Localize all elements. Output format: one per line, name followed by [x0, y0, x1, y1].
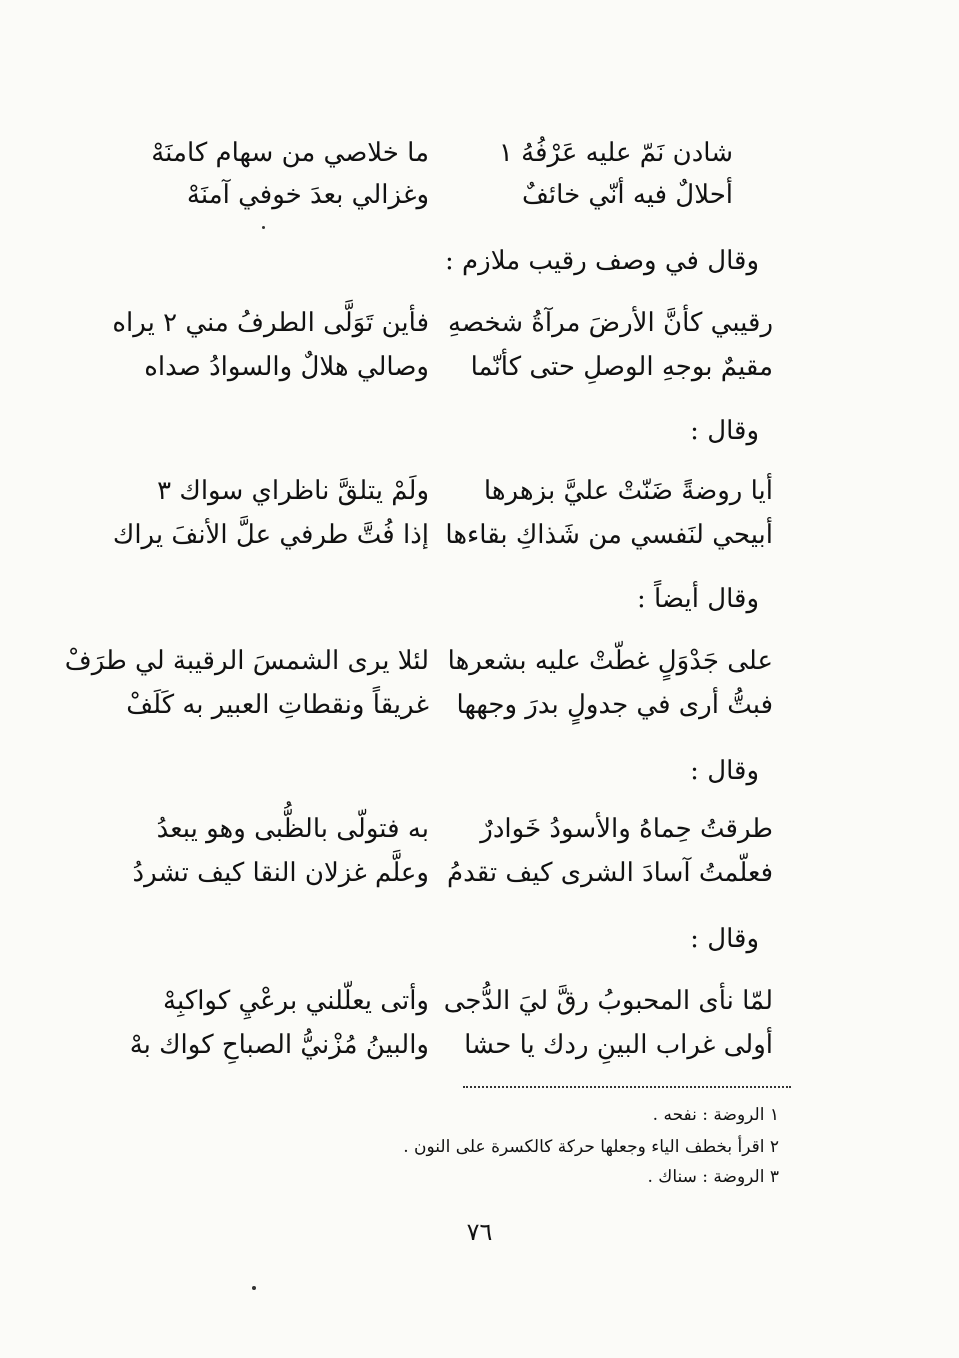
- poem-intro: وقال :: [690, 756, 759, 786]
- second-hemistich: ولَمْ يتلقَّ ناظراي سواك ٣: [157, 476, 429, 506]
- first-hemistich: شادن نَمّ عليه عَرْفُهُ ١: [498, 138, 733, 168]
- second-hemistich: فأين تَوَلَّى الطرفُ مني ٢ يراه: [112, 308, 429, 338]
- first-hemistich: أحلالٌ فيه أنّي خائفٌ: [522, 180, 733, 210]
- page-number: ٧٦: [466, 1218, 493, 1246]
- first-hemistich: فعلّمتُ آسادَ الشرى كيف تقدمُ: [446, 858, 773, 888]
- poem-intro: وقال :: [690, 416, 759, 446]
- ink-speck: [252, 1286, 256, 1290]
- first-hemistich: أولى غراب البينِ ردك يا حشا: [464, 1030, 773, 1060]
- poem-intro: وقال في وصف رقيب ملازم :: [445, 246, 759, 276]
- second-hemistich: ما خلاصي من سهام كامنَهْ: [151, 138, 429, 168]
- footnote: ١ الروضة : نفحه .: [652, 1105, 779, 1125]
- footnote: ٣ الروضة : سناك .: [647, 1167, 779, 1187]
- first-hemistich: طرقتُ حِماهُ والأسودُ خَوادرٌ: [480, 814, 773, 844]
- second-hemistich: وغزالي بعدَ خوفي آمنَهْ: [186, 180, 429, 210]
- footnote: ٢ اقرأ بخطف الياء وجعلها حركة كالكسرة على النون .: [403, 1137, 779, 1157]
- ink-speck: [262, 226, 265, 229]
- first-hemistich: أبيحي لنَفسي من شَذاكِ بقاءها: [445, 520, 773, 550]
- second-hemistich: وأتى يعلّلني برعْيِ كواكبِهْ: [163, 986, 429, 1016]
- second-hemistich: والبينُ مُزْنيُّ الصباحِ كواك بهْ: [129, 1030, 429, 1060]
- poem-intro: وقال أيضاً :: [636, 584, 759, 614]
- second-hemistich: وصالي هلالٌ والسوادُ صداه: [144, 352, 429, 382]
- first-hemistich: فبتُّ أرى في جدولٍ بدرَ وجهها: [456, 690, 773, 720]
- second-hemistich: لئلا يرى الشمسَ الرقيبة لي طرَفْ: [64, 646, 429, 676]
- second-hemistich: غريقاً ونقطاتِ العبير به كَلَفْ: [126, 690, 429, 720]
- second-hemistich: وعلَّم غزلان النقا كيف تشردُ: [132, 858, 429, 888]
- first-hemistich: أيا روضةً ضَنّتْ عليَّ بزهرها: [483, 476, 773, 506]
- second-hemistich: إذا فُتَّ طرفي علَّ الأنفَ يراك: [112, 520, 429, 550]
- footnote-divider: [463, 1086, 791, 1088]
- first-hemistich: رقيبي كأنَّ الأرضَ مرآةُ شخصهِ: [447, 308, 773, 338]
- second-hemistich: به فتولّى بالظُّبى وهو يبعدُ: [156, 814, 429, 844]
- first-hemistich: على جَدْوَلٍ غطّتْ عليه بشعرها: [447, 646, 773, 676]
- first-hemistich: مقيمٌ بوجهِ الوصلِ حتى كأنّما: [470, 352, 773, 382]
- first-hemistich: لمّا نأى المحبوبُ رقَّ ليَ الدُّجى: [443, 986, 773, 1016]
- poem-intro: وقال :: [690, 924, 759, 954]
